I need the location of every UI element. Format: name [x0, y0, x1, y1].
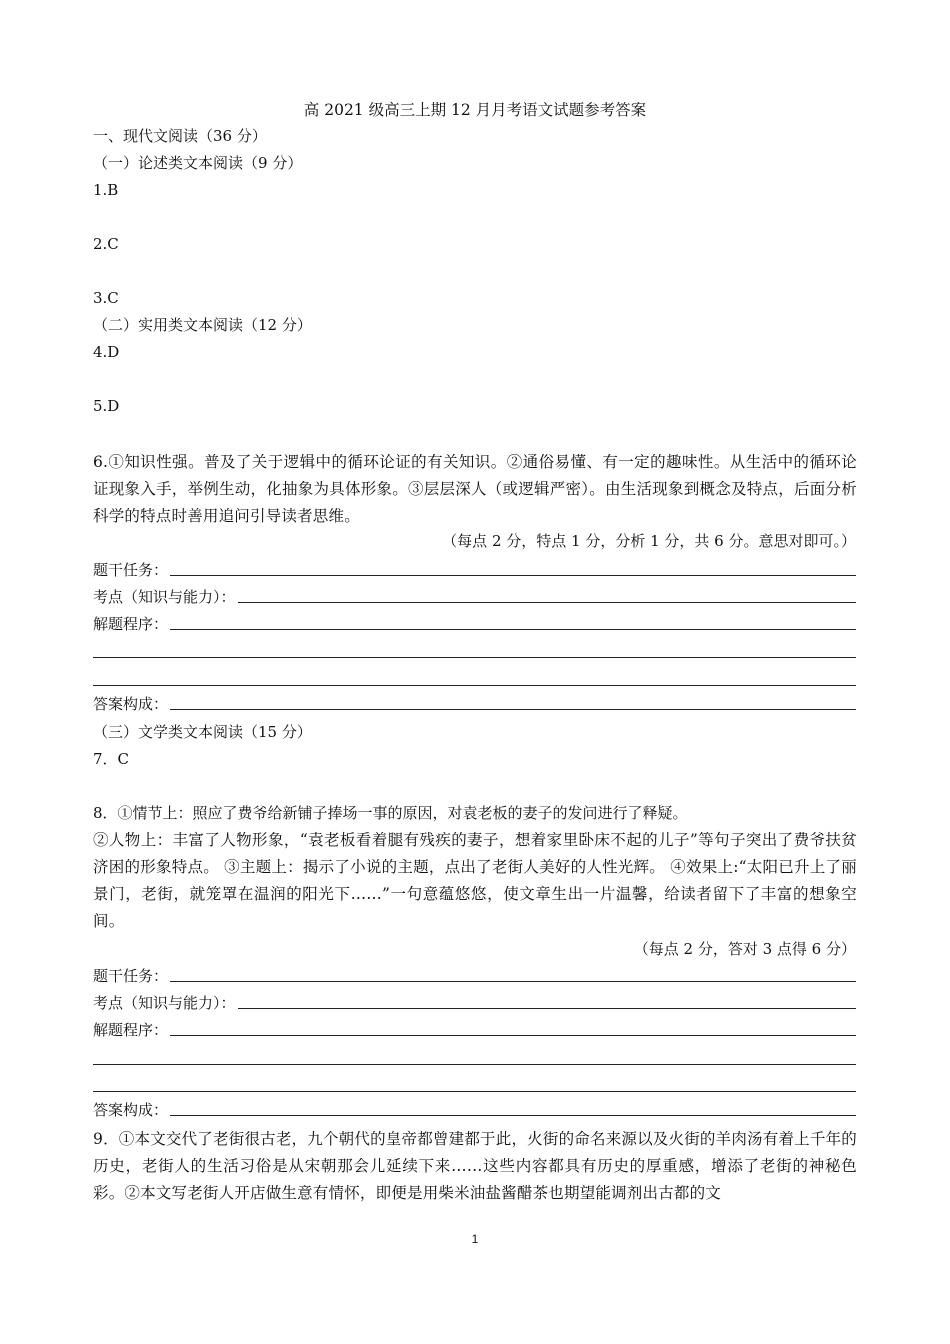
- answer-q6-score-note: （每点 2 分，特点 1 分，分析 1 分，共 6 分。意思对即可。）: [442, 532, 856, 550]
- form1-task-field[interactable]: [93, 558, 856, 580]
- form1-blank-line[interactable]: [93, 657, 856, 658]
- form1-point-label: 考点（知识与能力）：: [93, 588, 236, 606]
- form2-procedure-line: [170, 1035, 856, 1036]
- answer-q8-line1: 8．①情节上：照应了费爷给新铺子捧场一事的原因，对袁老板的妻子的发问进行了释疑。: [93, 804, 688, 822]
- form1-point-line: [238, 602, 856, 603]
- form2-answer-label: 答案构成：: [93, 1101, 169, 1119]
- form2-procedure-label: 解题程序：: [93, 1021, 169, 1039]
- answer-q3: 3.C: [93, 289, 119, 307]
- form1-point-field[interactable]: [93, 585, 856, 607]
- form2-blank-line[interactable]: [93, 1064, 856, 1065]
- form1-answer-line: [170, 709, 856, 710]
- form1-answer-field[interactable]: [93, 692, 856, 714]
- subsection-heading-practical: （二）实用类文本阅读（12 分）: [93, 316, 312, 334]
- form2-point-label: 考点（知识与能力）：: [93, 994, 236, 1012]
- form2-answer-line: [170, 1115, 856, 1116]
- page-title: 高 2021 级高三上期 12 月月考语文试题参考答案: [303, 101, 647, 119]
- form1-blank-line[interactable]: [93, 685, 856, 686]
- form2-point-field[interactable]: [93, 991, 856, 1013]
- form1-procedure-field[interactable]: [93, 612, 856, 634]
- answer-q8-score-note: （每点 2 分，答对 3 点得 6 分）: [633, 940, 856, 958]
- answer-q8-text: ②人物上：丰富了人物形象，“袁老板看着腿有残疾的妻子，想着家里卧床不起的儿子”等句子突出了费爷扶贫济困的形象特点。 ③主题上：揭示了小说的主题，点出了老街人美好的人性光辉。 ④效果上:“太阳已升上了丽景门，老街，就笼罩在温润的阳光下……”一句意蕴悠悠，使文章生出一片温馨，给读者留下了丰富的想象空间。: [93, 831, 857, 930]
- subsection-heading-literary: （三）文学类文本阅读（15 分）: [93, 723, 312, 741]
- form2-blank-line[interactable]: [93, 1091, 856, 1092]
- form1-answer-label: 答案构成：: [93, 695, 169, 713]
- form1-procedure-line: [170, 629, 856, 630]
- form1-procedure-label: 解题程序：: [93, 615, 169, 633]
- answer-q1: 1.B: [93, 181, 119, 199]
- form2-task-line: [170, 981, 856, 982]
- form2-answer-field[interactable]: [93, 1098, 856, 1120]
- answer-q7: 7．C: [93, 750, 130, 768]
- form1-task-line: [170, 575, 856, 576]
- form2-procedure-field[interactable]: [93, 1018, 856, 1040]
- page-number: 1: [471, 1232, 479, 1246]
- subsection-heading-argumentative: （一）论述类文本阅读（9 分）: [93, 154, 303, 172]
- form2-task-label: 题干任务：: [93, 967, 169, 985]
- form2-point-line: [238, 1008, 856, 1009]
- form2-task-field[interactable]: [93, 964, 856, 986]
- answer-q5: 5.D: [93, 397, 120, 415]
- answer-q4: 4.D: [93, 343, 120, 361]
- form1-task-label: 题干任务：: [93, 561, 169, 579]
- answer-q9-text: 9．①本文交代了老街很古老，九个朝代的皇帝都曾建都于此，火街的命名来源以及火街的羊肉汤有着上千年的历史，老街人的生活习俗是从宋朝那会儿延续下来……这些内容都具有历史的厚重感，增添了老街的神秘色彩。②本文写老街人开店做生意有情怀，即便是用柴米油盐酱醋茶也期望能调剂出古都的文: [93, 1130, 857, 1202]
- section-heading-modern-reading: 一、现代文阅读（36 分）: [93, 127, 267, 145]
- answer-q2: 2.C: [93, 235, 119, 253]
- answer-q6-text: 6.①知识性强。普及了关于逻辑中的循环论证的有关知识。②通俗易懂、有一定的趣味性。从生活中的循环论证现象入手，举例生动，化抽象为具体形象。③层层深人（或逻辑严密）。由生活现象到概念及特点，后面分析科学的特点时善用追问引导读者思维。: [93, 453, 857, 525]
